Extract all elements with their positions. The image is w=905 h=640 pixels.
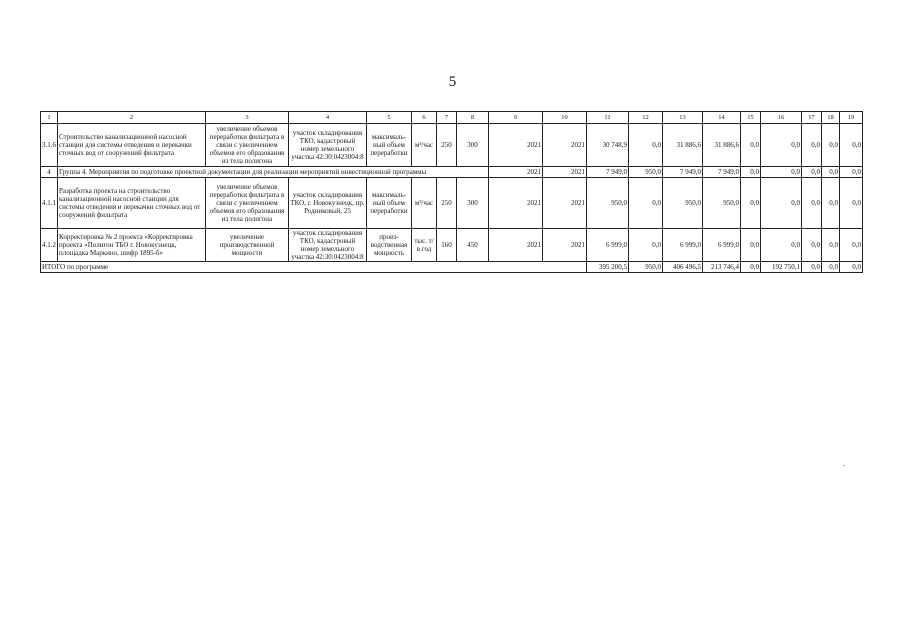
value-cell: 0,0	[840, 167, 863, 178]
header-cell: 13	[663, 112, 703, 124]
total-value: 0,0	[802, 262, 822, 273]
year-cell: 2021	[489, 124, 543, 167]
value-cell: 6 999,0	[663, 229, 703, 262]
value-cell: 0,0	[802, 124, 822, 167]
measure-unit: тыс. т/в год	[412, 229, 437, 262]
measure-location: участок складирования ТКО, кадастровый номер земельного участка 42:30:0423004:8	[289, 229, 367, 262]
year-cell: 2021	[543, 167, 587, 178]
scan-speck	[843, 465, 845, 466]
value-cell: 0,0	[761, 178, 802, 229]
total-row	[41, 262, 863, 273]
table-row	[41, 229, 863, 262]
value-cell: 0,0	[761, 167, 802, 178]
year-cell: 2021	[489, 229, 543, 262]
header-cell: 16	[761, 112, 802, 124]
total-value: 0,0	[822, 262, 840, 273]
value-cell: 0,0	[840, 229, 863, 262]
total-value: 950,0	[629, 262, 663, 273]
row-number: 4.1.2	[41, 229, 58, 262]
measure-parameter: произ-водственная мощность	[367, 229, 412, 262]
group-row	[41, 167, 863, 178]
value-cell: 0,0	[741, 229, 761, 262]
header-cell: 2	[58, 112, 206, 124]
value-cell: 300	[457, 178, 489, 229]
page-number: 5	[448, 74, 457, 90]
total-value: 406 496,5	[663, 262, 703, 273]
value-cell: 0,0	[741, 124, 761, 167]
year-cell: 2021	[489, 178, 543, 229]
header-cell: 10	[543, 112, 587, 124]
value-cell: 0,0	[840, 178, 863, 229]
value-cell: 0,0	[741, 167, 761, 178]
value-cell: 6 999,0	[703, 229, 741, 262]
value-cell: 0,0	[761, 229, 802, 262]
measure-unit: м³/час	[412, 124, 437, 167]
value-cell: 7 949,0	[703, 167, 741, 178]
value-cell: 950,0	[703, 178, 741, 229]
value-cell: 0,0	[840, 124, 863, 167]
total-value: 395 200,5	[587, 262, 629, 273]
value-cell: 160	[437, 229, 457, 262]
table-row	[41, 178, 863, 229]
header-cell: 11	[587, 112, 629, 124]
header-row	[41, 112, 863, 124]
value-cell: 950,0	[629, 167, 663, 178]
header-cell: 1	[41, 112, 58, 124]
measure-unit: м³/час	[412, 178, 437, 229]
header-cell: 9	[489, 112, 543, 124]
header-cell: 5	[367, 112, 412, 124]
measure-name: Корректировка № 2 проекта «Корректировка проекта «Полигон ТБО г. Новокузнецк, площадка Маркино, шифр 1895-б»	[58, 229, 206, 262]
value-cell: 950,0	[663, 178, 703, 229]
value-cell: 0,0	[761, 124, 802, 167]
measure-location: участок складирования ТКО, кадастровый номер земельного участка 42:30:0423004:8	[289, 124, 367, 167]
total-value: 192 750,1	[761, 262, 802, 273]
value-cell: 950,0	[587, 178, 629, 229]
year-cell: 2021	[543, 178, 587, 229]
value-cell: 30 748,9	[587, 124, 629, 167]
year-cell: 2021	[543, 124, 587, 167]
value-cell: 0,0	[822, 167, 840, 178]
row-number: 4.1.1	[41, 178, 58, 229]
group-title: Группа 4. Мероприятия по подготовке проектной документации для реализации мероприятий инвестиционной программы	[58, 167, 489, 178]
value-cell: 0,0	[822, 124, 840, 167]
header-cell: 6	[412, 112, 437, 124]
header-cell: 18	[822, 112, 840, 124]
measure-parameter: максималь-ный объем переработки	[367, 178, 412, 229]
header-cell: 17	[802, 112, 822, 124]
header-cell: 12	[629, 112, 663, 124]
value-cell: 7 949,0	[587, 167, 629, 178]
table-row	[41, 124, 863, 167]
value-cell: 0,0	[802, 167, 822, 178]
value-cell: 7 949,0	[663, 167, 703, 178]
measure-location: участок складирования ТКО, г. Новокузнецк, пр. Родниковый, 25	[289, 178, 367, 229]
total-value: 213 746,4	[703, 262, 741, 273]
value-cell: 0,0	[802, 178, 822, 229]
value-cell: 0,0	[822, 229, 840, 262]
header-cell: 7	[437, 112, 457, 124]
value-cell: 31 886,6	[663, 124, 703, 167]
value-cell: 0,0	[629, 178, 663, 229]
year-cell: 2021	[543, 229, 587, 262]
value-cell: 31 886,6	[703, 124, 741, 167]
header-cell: 3	[206, 112, 289, 124]
header-cell: 14	[703, 112, 741, 124]
value-cell: 0,0	[741, 178, 761, 229]
year-cell: 2021	[489, 167, 543, 178]
row-number: 3.1.6	[41, 124, 58, 167]
value-cell: 450	[457, 229, 489, 262]
value-cell: 250	[437, 178, 457, 229]
total-label: ИТОГО по программе	[41, 262, 587, 273]
header-cell: 8	[457, 112, 489, 124]
value-cell: 0,0	[802, 229, 822, 262]
header-cell: 19	[840, 112, 863, 124]
measure-name: Строительство канализационной насосной станции для системы отведения и перекачки сточных вод от сооружений фильтрата	[58, 124, 206, 167]
measure-parameter: максималь-ный объем переработки	[367, 124, 412, 167]
value-cell: 0,0	[629, 124, 663, 167]
measure-purpose: увеличение объемов переработки фильтрата в связи с увеличением объемов его образования из тела полигона	[206, 124, 289, 167]
total-value: 0,0	[741, 262, 761, 273]
value-cell: 300	[457, 124, 489, 167]
value-cell: 0,0	[629, 229, 663, 262]
measure-purpose: увеличение производственной мощности	[206, 229, 289, 262]
measure-name: Разработка проекта на строительство канализационной насосной станции для системы отведения и перекачки сточных вод от сооружений фильтрата	[58, 178, 206, 229]
measure-purpose: увеличение объемов переработки фильтрата в связи с увеличением объемов его образования из тела полигона	[206, 178, 289, 229]
value-cell: 6 999,0	[587, 229, 629, 262]
row-number: 4	[41, 167, 58, 178]
value-cell: 250	[437, 124, 457, 167]
investment-program-table	[40, 111, 863, 273]
header-cell: 4	[289, 112, 367, 124]
total-value: 0,0	[840, 262, 863, 273]
header-cell: 15	[741, 112, 761, 124]
value-cell: 0,0	[822, 178, 840, 229]
